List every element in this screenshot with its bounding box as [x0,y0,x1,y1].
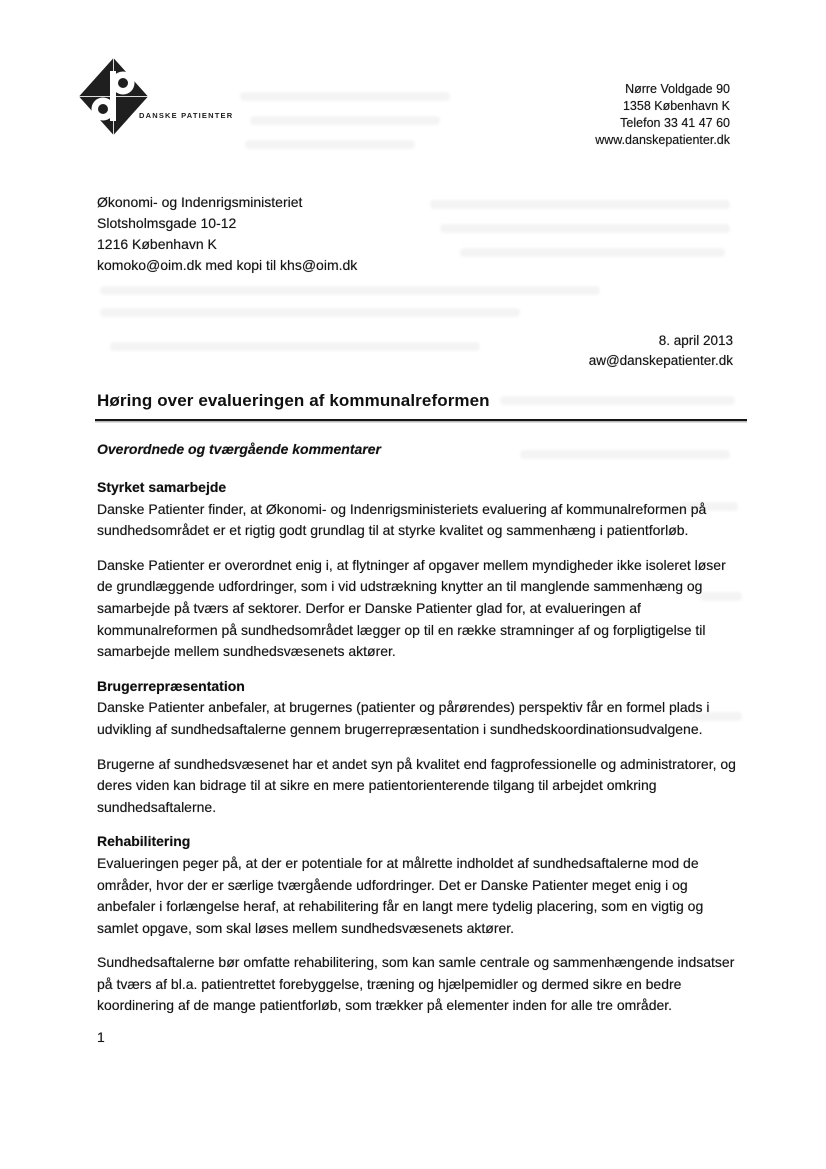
paragraph: Sundhedsaftalerne bør omfatte rehabilitering, som kan samle centrale og sammenhængende indsatser på tværs af bl.a. patientrettet forebyggelse, træning og hjælpemidler og dermed sikre en bedre koordinering af de mange patientforløb, som trækker på elementer inden for alle tre områder. [97,954,735,1014]
bleed-through-artifact [110,342,480,351]
bleed-through-artifact [520,450,730,459]
section-heading-styrket-samarbejde: Styrket samarbejde [97,479,227,495]
page-number: 1 [97,1029,105,1046]
recipient-email: komoko@oim.dk med kopi til khs@oim.dk [97,257,358,273]
letterhead-address [595,81,730,149]
bleed-through-artifact [100,286,600,295]
paragraph: Danske Patienter finder, at Økonomi- og Indenrigsministeriets evaluering af kommunalreformen på sundhedsområdet er et rigtig godt grundlag til at styrke kvalitet og sammenhæng i patientforløb. [97,500,707,539]
date-block [589,331,733,371]
danske-patienter-logo [79,58,148,135]
paragraph: Danske Patienter anbefaler, at brugernes (patienter og pårørendes) perspektiv får en formel plads i udvikling af sundhedsaftalerne gennem brugerrepræsentation i sundhedskoordinationsudvalgene. [97,699,710,737]
paragraph: Brugerne af sundhedsvæsenet har et andet syn på kvalitet end fagprofessionelle og administratorer, og deres viden kan bidrage til at sikre en mere patientorienterende tilgang til arbejdet omkring sundhedsaftalerne. [97,755,736,815]
letterhead-street: Nørre Voldgade 90 [625,82,730,96]
letter-title: Høring over evalueringen af kommunalreformen [97,391,490,410]
section-heading-rehabilitering: Rehabilitering [97,833,191,850]
letter-date: 8. april 2013 [658,333,733,348]
letterhead-phone: Telefon 33 41 47 60 [620,116,730,130]
letter-body [97,477,745,1049]
letterhead-city: 1358 København K [622,99,730,113]
bleed-through-artifact [500,396,735,405]
logo-org-name: DANSKE PATIENTER [139,111,234,120]
bleed-through-artifact [240,92,450,101]
paragraph: Danske Patienter er overordnet enig i, at flytninger af opgaver mellem myndigheder ikke isoleret løser de grundlæggende udfordringer, som i vid udstrækning knytter an til manglende sammenhæng og samarbejde på tværs af sektorer. Derfor er Danske Patienter glad for, at evalueringen af kommunalreformen på sundhedsområdet lægger op til en række stramninger af og forpligtigelse til samarbejde mellem sundhedsvæsenets aktører. [97,556,726,660]
recipient-name: Økonomi- og Indenrigsministeriet [97,194,303,210]
bleed-through-artifact [460,248,725,257]
recipient-city: 1216 København K [97,236,217,252]
recipient-street: Slotsholmsgade 10-12 [97,215,237,231]
paragraph: Evalueringen peger på, at der er potentiale for at målrette indholdet af sundhedsaftalerne mod de områder, hvor der er særlige tværgående udfordringer. Det er Danske Patienter meget enig i og anbefaler i forlængelse heraf, at rehabilitering får en langt mere tydelig placering, som en vigtig og samlet opgave, som skal løses mellem sundhedsvæsenets aktører. [97,854,704,936]
letter-subtitle: Overordnede og tværgående kommentarer [97,441,381,457]
section-heading-brugerrepraesentation: Brugerrepræsentation [97,677,245,694]
bleed-through-artifact [245,140,415,149]
bleed-through-artifact [440,224,730,233]
bleed-through-artifact [100,308,520,317]
letterhead-website: www.danskepatienter.dk [595,133,730,147]
bleed-through-artifact [250,116,440,125]
bleed-through-artifact [430,200,730,209]
title-rule [95,419,747,421]
recipient-address [97,192,357,276]
sender-email: aw@danskepatienter.dk [588,353,733,368]
